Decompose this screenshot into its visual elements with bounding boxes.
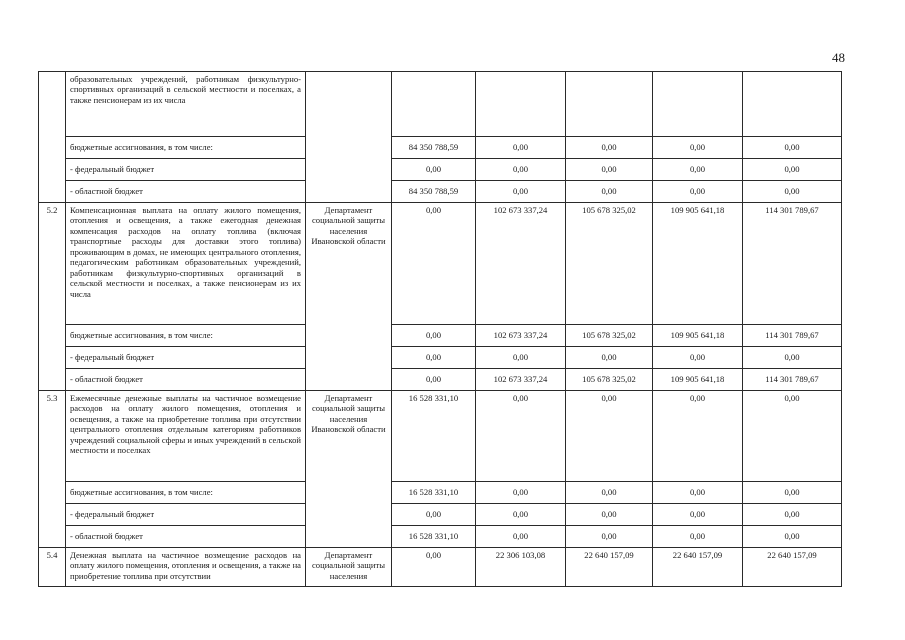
value-cell: 0,00 <box>743 526 842 548</box>
value-cell: 114 301 789,67 <box>743 325 842 347</box>
value-cell <box>653 72 743 137</box>
value-cell: 0,00 <box>566 347 653 369</box>
table-row <box>39 391 842 482</box>
value-cell: 0,00 <box>392 369 476 391</box>
value-cell: 109 905 641,18 <box>653 369 743 391</box>
value-cell: 0,00 <box>743 347 842 369</box>
row-description: Ежемесячные денежные выплаты на частичное возмещение расходов на оплату жилого помещения, отопления и освещения, а также на приобретение топлива при отсутствии центрального отопления отдельным категориям работников учреждений социальной сферы и иных учреждений в сельской местности и поселках <box>66 391 306 482</box>
value-cell: 22 640 157,09 <box>743 548 842 587</box>
row-department: Департамент социальной защиты населения Ивановской области <box>306 391 392 548</box>
table-row <box>39 548 842 587</box>
value-cell: 22 640 157,09 <box>566 548 653 587</box>
table-row <box>39 325 842 347</box>
row-description: Денежная выплата на частичное возмещение расходов на оплату жилого помещения, отопления и освещения, а также на приобретение топлива при отсутствии <box>66 548 306 587</box>
page-number: 48 <box>832 50 845 65</box>
federal-budget-label: - федеральный бюджет <box>66 347 306 369</box>
value-cell: 0,00 <box>392 504 476 526</box>
value-cell: 0,00 <box>653 526 743 548</box>
value-cell: 109 905 641,18 <box>653 325 743 347</box>
regional-budget-label: - областной бюджет <box>66 369 306 391</box>
value-cell: 0,00 <box>743 504 842 526</box>
value-cell: 0,00 <box>743 137 842 159</box>
value-cell: 16 528 331,10 <box>392 526 476 548</box>
value-cell: 0,00 <box>476 159 566 181</box>
value-cell: 0,00 <box>392 347 476 369</box>
value-cell: 0,00 <box>653 391 743 482</box>
regional-budget-label: - областной бюджет <box>66 181 306 203</box>
value-cell: 0,00 <box>653 159 743 181</box>
value-cell: 0,00 <box>566 137 653 159</box>
table-row <box>39 159 842 181</box>
row-number: 5.2 <box>39 203 66 391</box>
value-cell: 0,00 <box>566 391 653 482</box>
table-row <box>39 482 842 504</box>
value-cell: 16 528 331,10 <box>392 391 476 482</box>
value-cell: 0,00 <box>392 548 476 587</box>
row-department: Департамент социальной защиты населения <box>306 548 392 587</box>
row-number: 5.3 <box>39 391 66 548</box>
table-row <box>39 137 842 159</box>
table-row <box>39 504 842 526</box>
value-cell: 102 673 337,24 <box>476 203 566 325</box>
value-cell: 0,00 <box>653 482 743 504</box>
value-cell: 0,00 <box>566 181 653 203</box>
value-cell: 0,00 <box>476 181 566 203</box>
budget-total-label: бюджетные ассигнования, в том числе: <box>66 137 306 159</box>
value-cell: 0,00 <box>476 526 566 548</box>
row-number: 5.4 <box>39 548 66 587</box>
value-cell: 0,00 <box>566 159 653 181</box>
table-row <box>39 181 842 203</box>
table-row <box>39 72 842 137</box>
value-cell: 102 673 337,24 <box>476 325 566 347</box>
budget-table <box>38 71 842 587</box>
value-cell: 0,00 <box>476 391 566 482</box>
table-row <box>39 369 842 391</box>
federal-budget-label: - федеральный бюджет <box>66 159 306 181</box>
value-cell: 0,00 <box>653 347 743 369</box>
row-description: Компенсационная выплата на оплату жилого помещения, отопления и освещения, а также ежегодная денежная компенсация расходов на оплату топлива (включая транспортные расходы для доставки этого топлива) проживающим в домах, не имеющих центрального отопления, педагогическим работникам образовательных учреждений, работникам физкультурно-спортивных организаций в сельской местности и поселках, а также пенсионерам из их числа <box>66 203 306 325</box>
value-cell: 0,00 <box>392 325 476 347</box>
value-cell: 22 640 157,09 <box>653 548 743 587</box>
value-cell: 22 306 103,08 <box>476 548 566 587</box>
table-row <box>39 347 842 369</box>
value-cell: 0,00 <box>476 482 566 504</box>
value-cell: 0,00 <box>392 203 476 325</box>
budget-total-label: бюджетные ассигнования, в том числе: <box>66 482 306 504</box>
table-row <box>39 203 842 325</box>
value-cell <box>392 72 476 137</box>
value-cell: 0,00 <box>392 159 476 181</box>
value-cell: 0,00 <box>566 504 653 526</box>
value-cell: 0,00 <box>476 137 566 159</box>
value-cell: 105 678 325,02 <box>566 325 653 347</box>
budget-total-label: бюджетные ассигнования, в том числе: <box>66 325 306 347</box>
value-cell: 84 350 788,59 <box>392 137 476 159</box>
row-department: Департамент социальной защиты населения Ивановской области <box>306 203 392 391</box>
value-cell: 102 673 337,24 <box>476 369 566 391</box>
value-cell: 0,00 <box>743 181 842 203</box>
value-cell: 0,00 <box>653 504 743 526</box>
row-department <box>306 72 392 203</box>
value-cell: 84 350 788,59 <box>392 181 476 203</box>
value-cell: 0,00 <box>566 482 653 504</box>
row-description: образовательных учреждений, работникам физкультурно-спортивных организаций в сельской местности и поселках, а также пенсионерам из их числа <box>66 72 306 137</box>
regional-budget-label: - областной бюджет <box>66 526 306 548</box>
federal-budget-label: - федеральный бюджет <box>66 504 306 526</box>
table-row <box>39 526 842 548</box>
value-cell: 0,00 <box>476 504 566 526</box>
row-number <box>39 72 66 203</box>
value-cell: 0,00 <box>743 159 842 181</box>
value-cell: 0,00 <box>653 137 743 159</box>
value-cell: 0,00 <box>743 482 842 504</box>
value-cell: 105 678 325,02 <box>566 203 653 325</box>
value-cell: 114 301 789,67 <box>743 203 842 325</box>
value-cell: 0,00 <box>476 347 566 369</box>
value-cell: 109 905 641,18 <box>653 203 743 325</box>
value-cell: 16 528 331,10 <box>392 482 476 504</box>
value-cell: 0,00 <box>653 181 743 203</box>
value-cell <box>743 72 842 137</box>
value-cell: 114 301 789,67 <box>743 369 842 391</box>
value-cell <box>566 72 653 137</box>
value-cell: 0,00 <box>743 391 842 482</box>
value-cell: 0,00 <box>566 526 653 548</box>
value-cell: 105 678 325,02 <box>566 369 653 391</box>
value-cell <box>476 72 566 137</box>
